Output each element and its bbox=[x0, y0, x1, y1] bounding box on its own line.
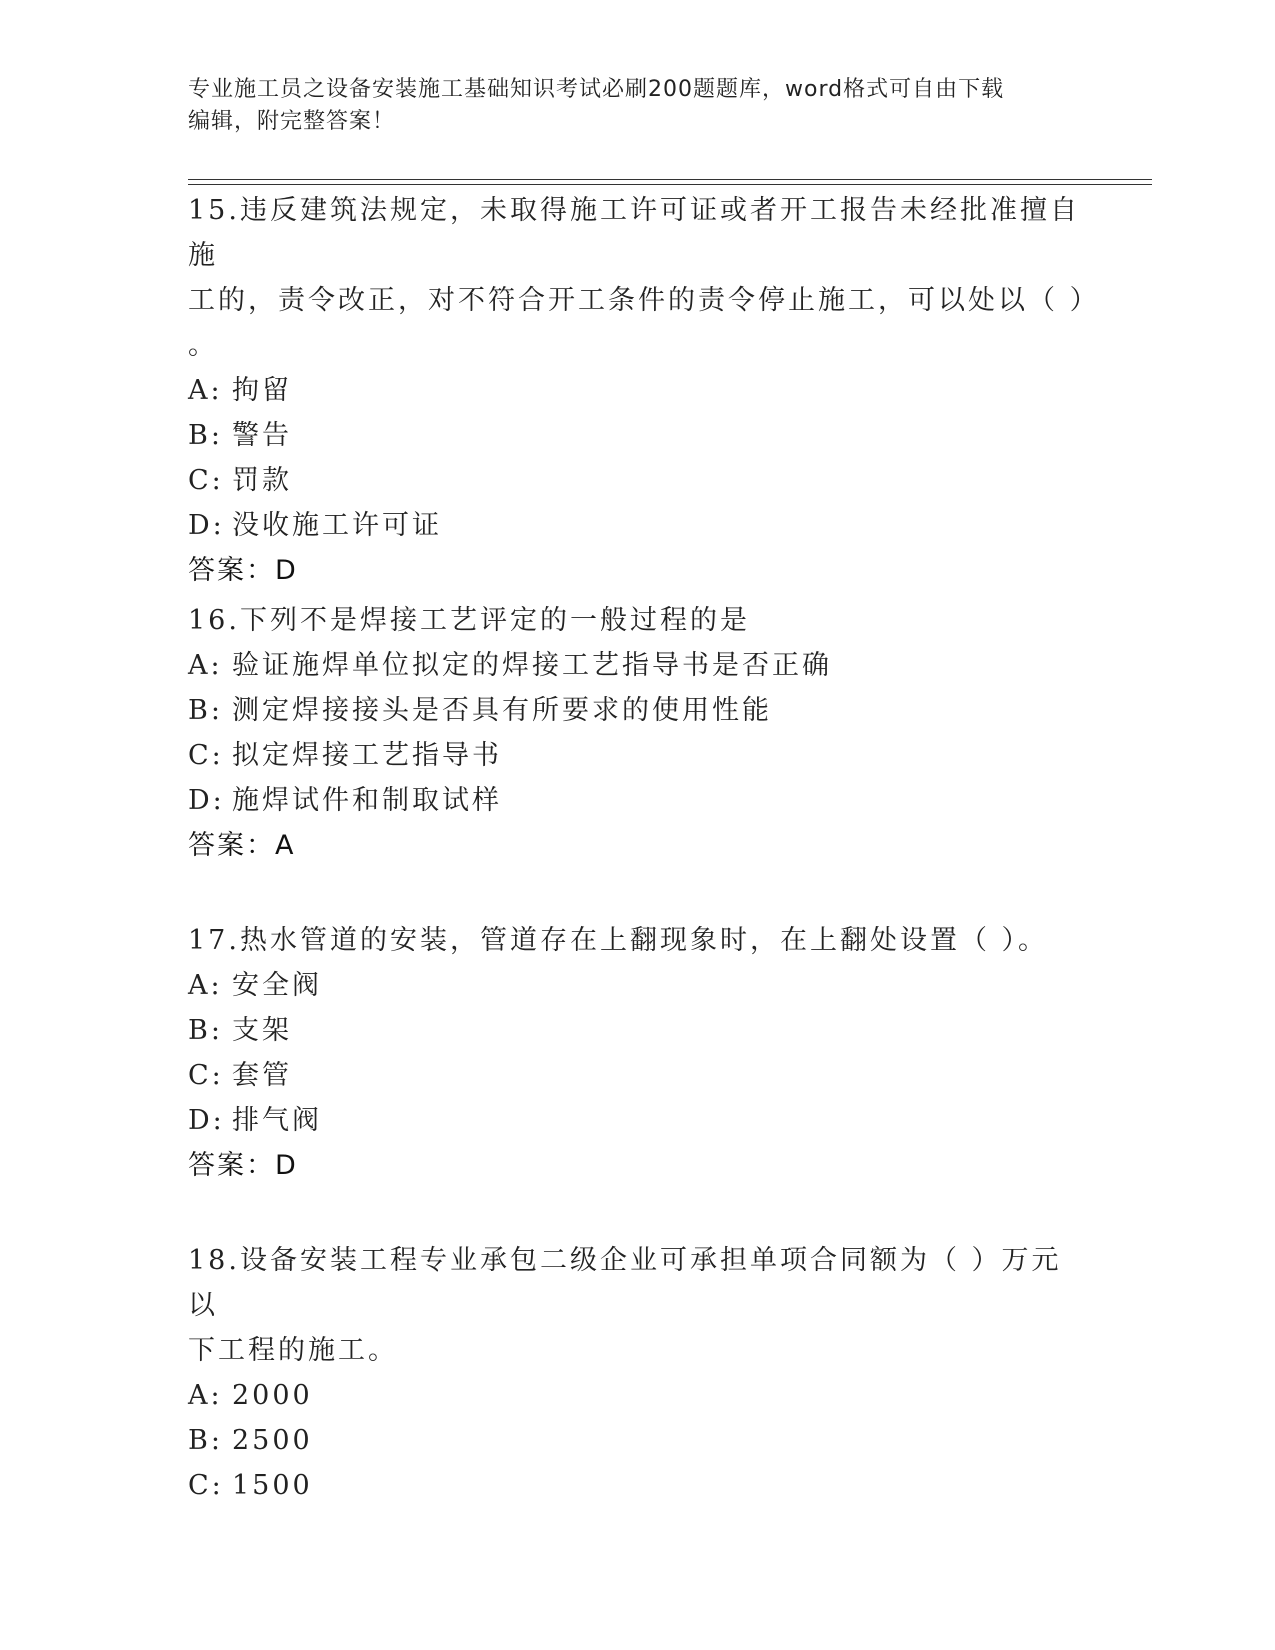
option-c bbox=[188, 1053, 1088, 1098]
option-key: C: bbox=[188, 1060, 224, 1091]
option-text: 没收施工许可证 bbox=[232, 510, 442, 541]
option-key: A: bbox=[188, 1380, 223, 1411]
option-key: D: bbox=[188, 510, 225, 541]
question-text-line: 15.违反建筑法规定，未取得施工许可证或者开工报告未经批准擅自施 bbox=[188, 195, 1080, 271]
header-divider-top bbox=[188, 179, 1152, 180]
option-key: A: bbox=[188, 375, 223, 406]
question-text-line: 17.热水管道的安装，管道存在上翻现象时，在上翻处设置（ ）。 bbox=[188, 925, 1049, 956]
option-key: B: bbox=[188, 695, 223, 726]
question-17 bbox=[188, 918, 1088, 1188]
option-b bbox=[188, 688, 1088, 733]
option-text: 套管 bbox=[232, 1060, 292, 1091]
question-text-line: 工的，责令改正，对不符合开工条件的责令停止施工，可以处以（ ） bbox=[188, 285, 1100, 316]
option-text: 警告 bbox=[232, 420, 292, 451]
option-key: B: bbox=[188, 420, 223, 451]
option-b bbox=[188, 1418, 1088, 1463]
option-d bbox=[188, 503, 1088, 548]
header-divider-bottom bbox=[188, 184, 1152, 185]
option-d bbox=[188, 1098, 1088, 1143]
option-key: D: bbox=[188, 1105, 225, 1136]
answer-line: 答案：D bbox=[188, 1150, 298, 1181]
option-key: C: bbox=[188, 740, 224, 771]
option-d bbox=[188, 778, 1088, 823]
answer-line: 答案：D bbox=[188, 555, 298, 586]
option-key: C: bbox=[188, 465, 224, 496]
question-text-line: 18.设备安装工程专业承包二级企业可承担单项合同额为（ ）万元以 bbox=[188, 1245, 1062, 1321]
option-text: 支架 bbox=[232, 1015, 292, 1046]
option-text: 2500 bbox=[232, 1425, 313, 1456]
option-key: D: bbox=[188, 785, 225, 816]
question-15 bbox=[188, 188, 1100, 593]
option-a bbox=[188, 368, 1088, 413]
option-text: 施焊试件和制取试样 bbox=[232, 785, 502, 816]
header-line-1: 专业施工员之设备安装施工基础知识考试必刷200题题库，word格式可自由下载 bbox=[188, 77, 1005, 102]
option-key: B: bbox=[188, 1425, 223, 1456]
question-text-line: 16.下列不是焊接工艺评定的一般过程的是 bbox=[188, 605, 750, 636]
option-c bbox=[188, 1463, 1088, 1508]
option-text: 罚款 bbox=[232, 465, 292, 496]
option-a bbox=[188, 963, 1088, 1008]
option-c bbox=[188, 458, 1088, 503]
option-a bbox=[188, 1373, 1088, 1418]
header-line-2: 编辑，附完整答案！ bbox=[188, 109, 396, 134]
option-key: A: bbox=[188, 970, 223, 1001]
option-c bbox=[188, 733, 1088, 778]
option-text: 2000 bbox=[232, 1380, 313, 1411]
option-text: 排气阀 bbox=[232, 1105, 322, 1136]
question-text-line: 下工程的施工。 bbox=[188, 1335, 398, 1366]
option-text: 1500 bbox=[232, 1470, 313, 1501]
option-a bbox=[188, 643, 1088, 688]
option-b bbox=[188, 1008, 1088, 1053]
question-16 bbox=[188, 598, 1088, 868]
option-key: A: bbox=[188, 650, 223, 681]
option-b bbox=[188, 413, 1088, 458]
option-text: 拘留 bbox=[232, 375, 292, 406]
option-text: 测定焊接接头是否具有所要求的使用性能 bbox=[232, 695, 772, 726]
option-text: 安全阀 bbox=[232, 970, 322, 1001]
question-18 bbox=[188, 1238, 1088, 1508]
option-text: 拟定焊接工艺指导书 bbox=[232, 740, 502, 771]
document-header bbox=[188, 74, 1068, 138]
option-key: B: bbox=[188, 1015, 223, 1046]
option-text: 验证施焊单位拟定的焊接工艺指导书是否正确 bbox=[232, 650, 832, 681]
question-text-line: 。 bbox=[188, 330, 218, 361]
option-key: C: bbox=[188, 1470, 224, 1501]
answer-line: 答案：A bbox=[188, 830, 296, 861]
